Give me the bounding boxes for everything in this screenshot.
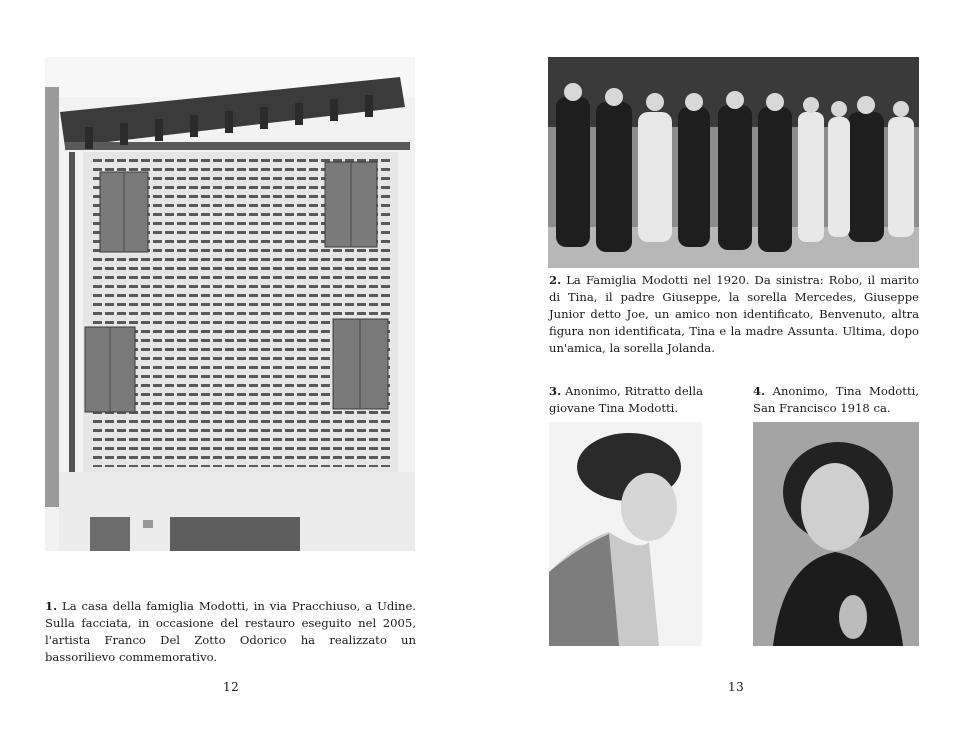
caption-1 bbox=[45, 598, 416, 666]
group-illustration bbox=[548, 57, 919, 268]
photo-family-group bbox=[548, 57, 919, 268]
page-number-right: 13 bbox=[728, 680, 745, 694]
caption-4-text: Anonimo, Tina Modotti, San Francisco 1918 ca. bbox=[753, 384, 919, 415]
caption-1-number: 1. bbox=[45, 599, 58, 613]
caption-3-number: 3. bbox=[549, 384, 562, 398]
caption-2-number: 2. bbox=[549, 273, 562, 287]
photo-tina-san-francisco bbox=[753, 422, 919, 646]
portrait-3-illustration bbox=[549, 422, 702, 646]
caption-2-text: La Famiglia Modotti nel 1920. Da sinistra: Robo, il marito di Tina, il padre Giuseppe, la sorella Mercedes, Giuseppe Junior detto Joe, un amico non identificato, Benvenuto, altra figura non identificata, Tina e la madre Assunta. Ultima, dopo un'amica, la sorella Jolanda. bbox=[549, 273, 920, 355]
caption-1-text: La casa della famiglia Modotti, in via Pracchiuso, a Udine. Sulla facciata, in occasione del restauro eseguito nel 2005, l'artista Franco Del Zotto Odorico ha realizzato un bassorilievo commemorativo. bbox=[45, 599, 417, 664]
portrait-4-illustration bbox=[753, 422, 919, 646]
facade-illustration bbox=[45, 57, 415, 551]
caption-3 bbox=[549, 383, 703, 417]
caption-4 bbox=[753, 383, 919, 417]
photo-house-facade bbox=[45, 57, 415, 551]
photo-young-tina bbox=[549, 422, 702, 646]
page-number-left: 12 bbox=[223, 680, 240, 694]
caption-3-text: Anonimo, Ritratto della giovane Tina Modotti. bbox=[549, 384, 704, 415]
caption-2 bbox=[549, 272, 919, 357]
caption-4-number: 4. bbox=[753, 384, 766, 398]
